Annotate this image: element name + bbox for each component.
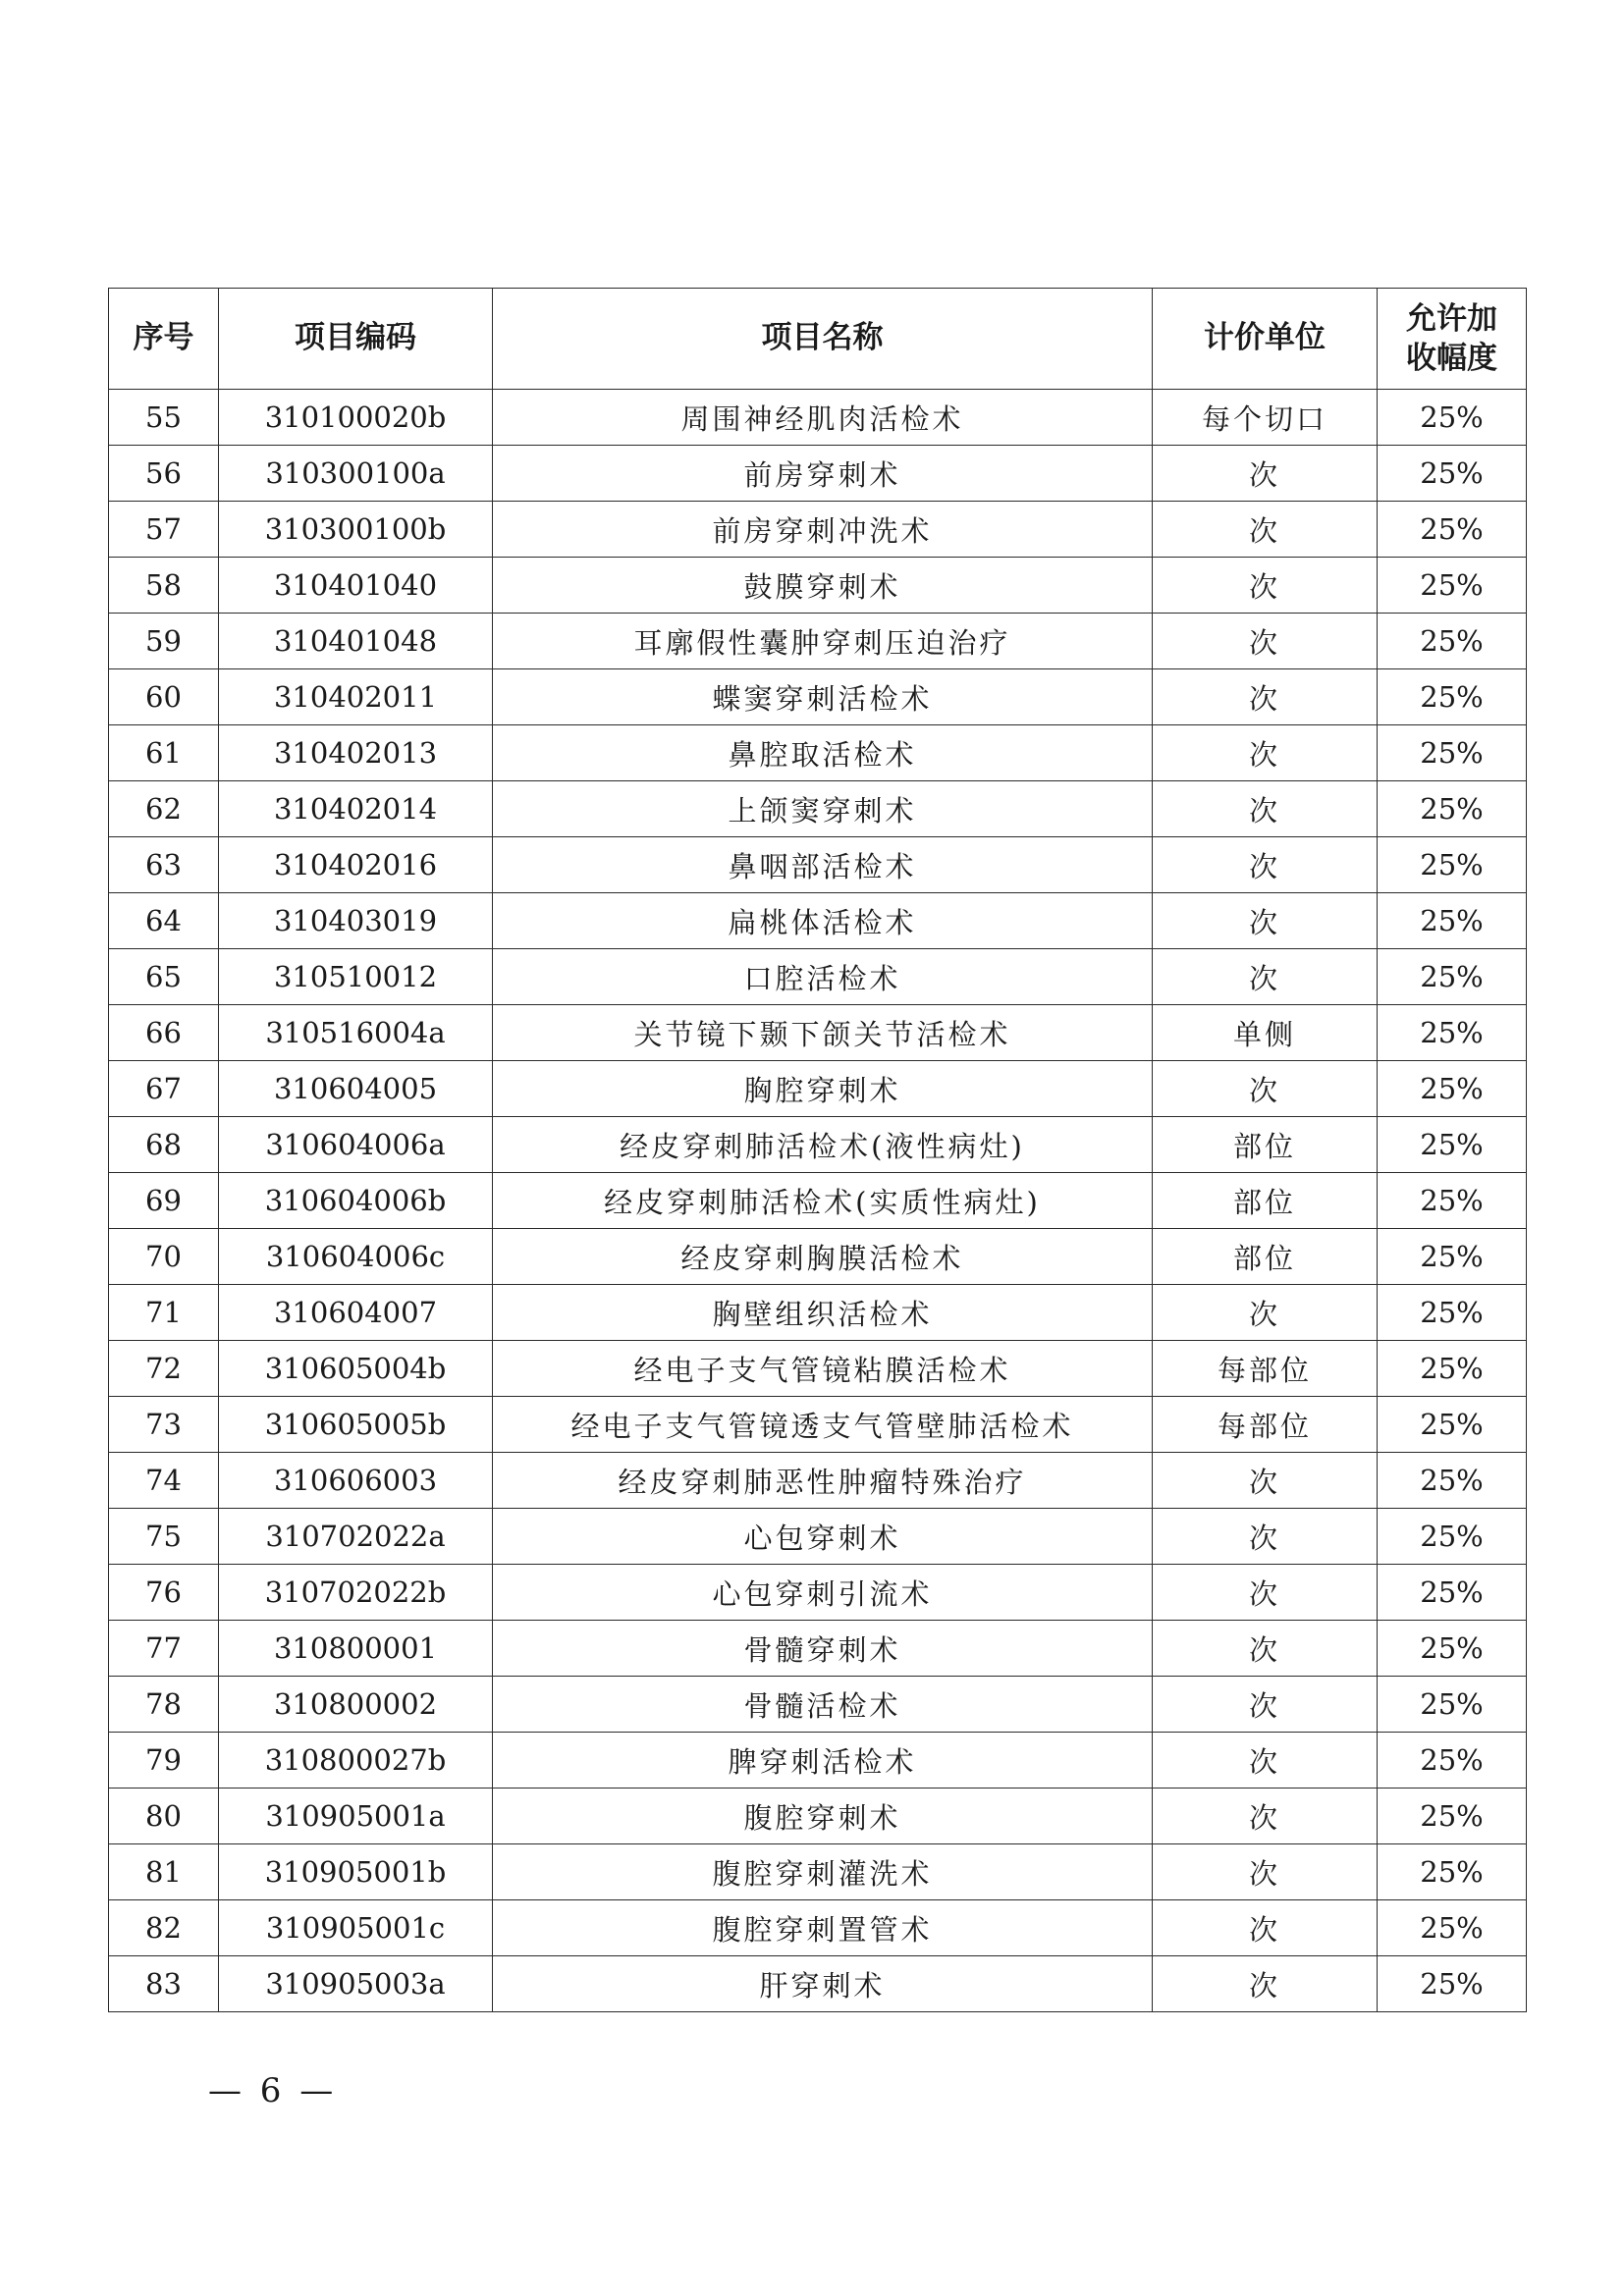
row-rate-cell: 25% [1378, 1173, 1527, 1229]
row-code-cell: 310510012 [219, 949, 493, 1005]
table-row [109, 1173, 1527, 1229]
row-unit-cell: 次 [1153, 1565, 1378, 1621]
row-rate-cell: 25% [1378, 1285, 1527, 1341]
row-rate-cell: 25% [1378, 725, 1527, 781]
row-unit-cell: 部位 [1153, 1173, 1378, 1229]
row-name-cell: 经皮穿刺肺活检术(实质性病灶) [493, 1173, 1153, 1229]
row-seq-cell: 69 [109, 1173, 219, 1229]
row-rate-cell: 25% [1378, 1005, 1527, 1061]
row-seq-cell: 65 [109, 949, 219, 1005]
row-rate-cell: 25% [1378, 1621, 1527, 1677]
row-code-cell: 310905001a [219, 1789, 493, 1844]
row-seq-cell: 63 [109, 837, 219, 893]
row-rate-cell: 25% [1378, 614, 1527, 669]
row-code-cell: 310402014 [219, 781, 493, 837]
row-code-cell: 310905003a [219, 1956, 493, 2012]
row-name-cell: 骨髓活检术 [493, 1677, 1153, 1733]
row-unit-cell: 次 [1153, 725, 1378, 781]
row-unit-cell: 每个切口 [1153, 390, 1378, 446]
row-name-cell: 鼻咽部活检术 [493, 837, 1153, 893]
row-unit-cell: 次 [1153, 614, 1378, 669]
row-rate-cell: 25% [1378, 1117, 1527, 1173]
table-row [109, 1677, 1527, 1733]
row-rate-cell: 25% [1378, 1677, 1527, 1733]
row-code-cell: 310401040 [219, 558, 493, 614]
row-code-cell: 310402011 [219, 669, 493, 725]
row-seq-cell: 60 [109, 669, 219, 725]
table-row [109, 1117, 1527, 1173]
table-row [109, 1341, 1527, 1397]
header-seq: 序号 [109, 289, 219, 390]
row-code-cell: 310605004b [219, 1341, 493, 1397]
row-rate-cell: 25% [1378, 837, 1527, 893]
row-code-cell: 310905001c [219, 1900, 493, 1956]
row-seq-cell: 81 [109, 1844, 219, 1900]
row-name-cell: 经电子支气管镜透支气管壁肺活检术 [493, 1397, 1153, 1453]
row-seq-cell: 75 [109, 1509, 219, 1565]
row-name-cell: 蝶窦穿刺活检术 [493, 669, 1153, 725]
row-seq-cell: 61 [109, 725, 219, 781]
row-name-cell: 腹腔穿刺灌洗术 [493, 1844, 1153, 1900]
row-name-cell: 扁桃体活检术 [493, 893, 1153, 949]
table-row [109, 1621, 1527, 1677]
row-code-cell: 310702022a [219, 1509, 493, 1565]
row-unit-cell: 次 [1153, 893, 1378, 949]
row-rate-cell: 25% [1378, 1509, 1527, 1565]
row-unit-cell: 次 [1153, 1900, 1378, 1956]
table-row [109, 614, 1527, 669]
row-name-cell: 前房穿刺冲洗术 [493, 502, 1153, 558]
table-row [109, 558, 1527, 614]
table-row [109, 725, 1527, 781]
row-code-cell: 310604006a [219, 1117, 493, 1173]
row-rate-cell: 25% [1378, 1956, 1527, 2012]
row-code-cell: 310300100a [219, 446, 493, 502]
row-name-cell: 肝穿刺术 [493, 1956, 1153, 2012]
row-name-cell: 骨髓穿刺术 [493, 1621, 1153, 1677]
row-rate-cell: 25% [1378, 1341, 1527, 1397]
row-name-cell: 腹腔穿刺术 [493, 1789, 1153, 1844]
row-rate-cell: 25% [1378, 502, 1527, 558]
row-seq-cell: 59 [109, 614, 219, 669]
row-code-cell: 310800001 [219, 1621, 493, 1677]
table-row [109, 502, 1527, 558]
row-rate-cell: 25% [1378, 893, 1527, 949]
header-name: 项目名称 [493, 289, 1153, 390]
row-code-cell: 310800027b [219, 1733, 493, 1789]
row-name-cell: 前房穿刺术 [493, 446, 1153, 502]
table-row [109, 1005, 1527, 1061]
header-code: 项目编码 [219, 289, 493, 390]
row-code-cell: 310604006c [219, 1229, 493, 1285]
table-row [109, 1789, 1527, 1844]
row-unit-cell: 次 [1153, 1509, 1378, 1565]
row-code-cell: 310604006b [219, 1173, 493, 1229]
header-row [109, 289, 1527, 390]
row-code-cell: 310402013 [219, 725, 493, 781]
row-unit-cell: 次 [1153, 1789, 1378, 1844]
row-rate-cell: 25% [1378, 1733, 1527, 1789]
row-seq-cell: 82 [109, 1900, 219, 1956]
row-name-cell: 关节镜下颞下颌关节活检术 [493, 1005, 1153, 1061]
row-code-cell: 310402016 [219, 837, 493, 893]
row-unit-cell: 次 [1153, 446, 1378, 502]
row-seq-cell: 73 [109, 1397, 219, 1453]
table-row [109, 390, 1527, 446]
row-seq-cell: 76 [109, 1565, 219, 1621]
table-row [109, 1061, 1527, 1117]
row-seq-cell: 66 [109, 1005, 219, 1061]
header-unit: 计价单位 [1153, 289, 1378, 390]
row-unit-cell: 次 [1153, 781, 1378, 837]
row-name-cell: 周围神经肌肉活检术 [493, 390, 1153, 446]
row-name-cell: 胸腔穿刺术 [493, 1061, 1153, 1117]
page-number: — 6 — [208, 2071, 338, 2110]
row-rate-cell: 25% [1378, 1453, 1527, 1509]
row-seq-cell: 55 [109, 390, 219, 446]
table-row [109, 1844, 1527, 1900]
row-seq-cell: 67 [109, 1061, 219, 1117]
row-code-cell: 310516004a [219, 1005, 493, 1061]
row-code-cell: 310905001b [219, 1844, 493, 1900]
header-rate [1378, 289, 1527, 390]
row-seq-cell: 62 [109, 781, 219, 837]
row-seq-cell: 70 [109, 1229, 219, 1285]
row-seq-cell: 68 [109, 1117, 219, 1173]
row-seq-cell: 74 [109, 1453, 219, 1509]
row-unit-cell: 次 [1153, 1285, 1378, 1341]
row-unit-cell: 次 [1153, 1453, 1378, 1509]
row-seq-cell: 83 [109, 1956, 219, 2012]
row-unit-cell: 次 [1153, 558, 1378, 614]
row-unit-cell: 次 [1153, 1621, 1378, 1677]
row-seq-cell: 80 [109, 1789, 219, 1844]
row-name-cell: 经皮穿刺胸膜活检术 [493, 1229, 1153, 1285]
row-rate-cell: 25% [1378, 446, 1527, 502]
price-table [108, 288, 1527, 2012]
table-row [109, 1453, 1527, 1509]
row-name-cell: 鼓膜穿刺术 [493, 558, 1153, 614]
row-name-cell: 心包穿刺术 [493, 1509, 1153, 1565]
row-seq-cell: 78 [109, 1677, 219, 1733]
table-row [109, 1397, 1527, 1453]
row-code-cell: 310403019 [219, 893, 493, 949]
row-rate-cell: 25% [1378, 781, 1527, 837]
table-row [109, 669, 1527, 725]
row-code-cell: 310604005 [219, 1061, 493, 1117]
row-name-cell: 经皮穿刺肺活检术(液性病灶) [493, 1117, 1153, 1173]
table-row [109, 1900, 1527, 1956]
row-rate-cell: 25% [1378, 1844, 1527, 1900]
row-name-cell: 胸壁组织活检术 [493, 1285, 1153, 1341]
row-rate-cell: 25% [1378, 1565, 1527, 1621]
row-name-cell: 心包穿刺引流术 [493, 1565, 1153, 1621]
row-name-cell: 口腔活检术 [493, 949, 1153, 1005]
row-rate-cell: 25% [1378, 949, 1527, 1005]
row-unit-cell: 每部位 [1153, 1397, 1378, 1453]
row-name-cell: 脾穿刺活检术 [493, 1733, 1153, 1789]
row-rate-cell: 25% [1378, 1789, 1527, 1844]
row-seq-cell: 64 [109, 893, 219, 949]
row-rate-cell: 25% [1378, 558, 1527, 614]
row-unit-cell: 次 [1153, 502, 1378, 558]
row-name-cell: 经皮穿刺肺恶性肿瘤特殊治疗 [493, 1453, 1153, 1509]
row-seq-cell: 72 [109, 1341, 219, 1397]
row-unit-cell: 次 [1153, 1844, 1378, 1900]
row-seq-cell: 56 [109, 446, 219, 502]
row-name-cell: 腹腔穿刺置管术 [493, 1900, 1153, 1956]
row-unit-cell: 每部位 [1153, 1341, 1378, 1397]
row-unit-cell: 次 [1153, 949, 1378, 1005]
row-name-cell: 经电子支气管镜粘膜活检术 [493, 1341, 1153, 1397]
table-row [109, 837, 1527, 893]
row-name-cell: 上颌窦穿刺术 [493, 781, 1153, 837]
table-row [109, 1285, 1527, 1341]
row-code-cell: 310401048 [219, 614, 493, 669]
row-unit-cell: 次 [1153, 1733, 1378, 1789]
row-unit-cell: 次 [1153, 669, 1378, 725]
row-unit-cell: 部位 [1153, 1229, 1378, 1285]
table-row [109, 1509, 1527, 1565]
row-unit-cell: 单侧 [1153, 1005, 1378, 1061]
row-unit-cell: 次 [1153, 1061, 1378, 1117]
row-rate-cell: 25% [1378, 1900, 1527, 1956]
row-name-cell: 耳廓假性囊肿穿刺压迫治疗 [493, 614, 1153, 669]
table-header [109, 289, 1527, 390]
row-unit-cell: 次 [1153, 1677, 1378, 1733]
table-row [109, 781, 1527, 837]
table-row [109, 1733, 1527, 1789]
table-row [109, 1229, 1527, 1285]
row-seq-cell: 57 [109, 502, 219, 558]
table-row [109, 446, 1527, 502]
row-seq-cell: 77 [109, 1621, 219, 1677]
row-rate-cell: 25% [1378, 1229, 1527, 1285]
row-rate-cell: 25% [1378, 390, 1527, 446]
table-body [109, 390, 1527, 2012]
row-unit-cell: 次 [1153, 837, 1378, 893]
table-row [109, 949, 1527, 1005]
row-seq-cell: 58 [109, 558, 219, 614]
row-rate-cell: 25% [1378, 1061, 1527, 1117]
row-code-cell: 310702022b [219, 1565, 493, 1621]
row-code-cell: 310300100b [219, 502, 493, 558]
row-seq-cell: 71 [109, 1285, 219, 1341]
row-code-cell: 310800002 [219, 1677, 493, 1733]
row-code-cell: 310604007 [219, 1285, 493, 1341]
table-row [109, 893, 1527, 949]
header-rate-label: 允许加收幅度 [1406, 300, 1497, 376]
row-code-cell: 310606003 [219, 1453, 493, 1509]
table-row [109, 1956, 1527, 2012]
row-rate-cell: 25% [1378, 1397, 1527, 1453]
row-name-cell: 鼻腔取活检术 [493, 725, 1153, 781]
table-row [109, 1565, 1527, 1621]
row-rate-cell: 25% [1378, 669, 1527, 725]
row-unit-cell: 次 [1153, 1956, 1378, 2012]
row-unit-cell: 部位 [1153, 1117, 1378, 1173]
row-seq-cell: 79 [109, 1733, 219, 1789]
row-code-cell: 310100020b [219, 390, 493, 446]
row-code-cell: 310605005b [219, 1397, 493, 1453]
